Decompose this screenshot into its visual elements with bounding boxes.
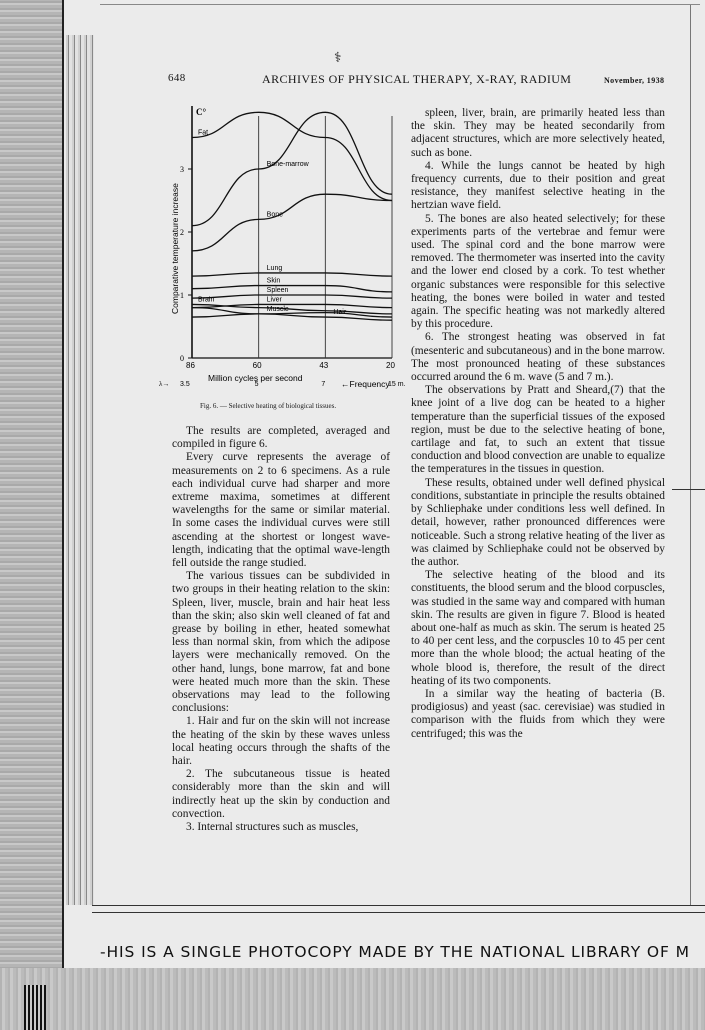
paragraph: The observations by Pratt and Sheard,(7) that the knee joint of a live dog can be heated to a higher temperature than the superficial tissues of the exposed region, must be due to the selective heating of bone, cartilage and fat, to such an extent that tissue conduction and blood convection are unable to equalize the temperatures in the tissues in question. [411, 384, 665, 476]
series-line-skin [192, 286, 392, 292]
wavelength-tick-label: 7 [321, 381, 326, 388]
x-tick-label: 86 [186, 361, 195, 370]
series-label-spleen: Spleen [266, 287, 289, 294]
x-axis-label: Million cycles per second [208, 373, 303, 383]
frequency-label: ←Frequency [341, 379, 390, 389]
y-unit-label: C° [196, 107, 207, 117]
series-label-skin: Skin [266, 277, 281, 285]
paragraph: These results, obtained under well defined physical conditions, substantiate in principle the results obtained by Schliephake under conditions less well defined. In detail, however, rather pronounced differences were noticeable. Such a strong relative heating of the liver as was claimed by Schliephake could not be observed by the author. [411, 476, 665, 568]
page-edge-top [100, 4, 700, 5]
series-label-brain: Brain [198, 296, 215, 304]
wavelength-tick-label: 3.5 [180, 381, 190, 388]
x-tick-label: 60 [252, 361, 262, 370]
series-label-lung: Lung [266, 264, 283, 272]
paragraph: Every curve represents the average of measurements on 2 to 6 specimens. As a rule each individual curve had sharper and more extreme maxima, sometimes at different wavelengths for the same or similar material. In some cases the individual curves were still ascending at the shortest or longest wave-length, indicating that the optimal wave-length fell outside the range studied. [172, 451, 390, 570]
y-tick-label: 1 [180, 291, 184, 300]
y-tick-label: 0 [180, 354, 184, 363]
paragraph: spleen, liver, brain, are primarily heated less than the skin. They may be heated secondarily from adjacent structures, which are more selectively heated, such as bone. [411, 107, 665, 159]
y-tick-label: 2 [180, 228, 184, 237]
x-tick-label: 43 [319, 361, 329, 370]
wavelength-tick-label: 5 [254, 381, 259, 388]
page-edge-right [690, 5, 691, 905]
paragraph: 6. The strongest heating was observed in fat (mesenteric and subcutaneous) and in the bone marrow. The most pronounced heating of these substances occurred around the 6 m. wave (5 and 7 m.). [411, 331, 665, 384]
wavelength-tick-label: 15 m. [388, 381, 406, 388]
photocopy-notice: -HIS IS A SINGLE PHOTOCOPY MADE BY THE NATIONAL LIBRARY OF M [100, 943, 690, 961]
journal-emblem-icon: ⚕ [334, 51, 342, 66]
right-text-column [411, 107, 665, 741]
paragraph: 2. The subcutaneous tissue is heated considerably more than the skin and will indirectly heat up the skin by conduction and convection. [172, 768, 390, 820]
paragraph: The various tissues can be subdivided in two groups in their heating relation to the skin: Spleen, liver, muscle, brain and hair heat less than the skin; also skin well cleaned of fat and grease by boiling in ether, heated somewhat less than normal skin, from which the adipose layers were mechanically removed. On the other hand, lungs, bone marrow, fat and bone were heated much more than the skin. These observations may lead to the following conclusions: [172, 570, 390, 715]
series-label-bone: Bone [266, 211, 284, 219]
paragraph: 1. Hair and fur on the skin will not increase the heating of the skin by these waves unless local heating occurs through the shafts of the hair. [172, 715, 390, 768]
series-label-fat: Fat [198, 129, 209, 137]
scan-margin-left [0, 0, 62, 1030]
figure-chart [156, 96, 408, 392]
page-bottom-rule [92, 905, 705, 913]
paragraph: The selective heating of the blood and its constituents, the blood serum and the blood corpuscles, was studied in the same way and compared with human skin. The results are given in figure 7. Blood is heated about one-half as much as skin. The serum is heated 25 to 40 per cent less, and the corpuscles 10 to 45 per cent more than the whole blood; the actual heating of the whole blood is, therefore, the result of the direct heating of its two components. [411, 569, 666, 687]
series-label-muscle: Muscle [266, 305, 289, 313]
page-number: 648 [168, 72, 186, 84]
series-label-hair: Hair [333, 309, 347, 317]
series-line-spleen [192, 295, 392, 298]
y-axis-label: Comparative temperature increase [170, 183, 180, 314]
paragraph: 4. While the lungs cannot be heated by high frequency currents, due to their position and great resistance, they manifest selective heating in the hertzian wave field. [411, 159, 665, 212]
paragraph: The results are completed, averaged and compiled in figure 6. [172, 425, 390, 451]
left-text-column [172, 425, 390, 834]
journal-title: ARCHIVES OF PHYSICAL THERAPY, X-RAY, RADIUM [262, 72, 572, 86]
paragraph: 3. Internal structures such as muscles, [186, 821, 359, 834]
wavelength-arrow: λ→ [159, 380, 170, 388]
issue-date: November, 1938 [604, 76, 665, 85]
chart-labels-group [180, 130, 406, 389]
x-tick-label: 20 [386, 361, 395, 370]
page-binding [66, 35, 94, 905]
margin-mark [672, 489, 705, 490]
paragraph: In a similar way the heating of bacteria (B. prodigiosus) and yeast (sac. cerevisiae) was studied in comparison with the fluids from which they were centrifuged; this was the [411, 687, 665, 740]
scan-margin-bottom [0, 968, 705, 1030]
chart-series-group [192, 112, 392, 320]
y-tick-label: 3 [180, 165, 184, 174]
series-label-liver: Liver [266, 296, 282, 304]
scan-artifact [24, 985, 46, 1030]
paragraph: 5. The bones are also heated selectively; for these experiments parts of the vertebrae and femur were used. The spinal cord and the bone marrow were removed. The thermometer was inserted into the cavity and the lower end closed by a cork. To test whether organic substances were responsible for this selective heating, the bones were boiled in water and tested again. The specific heating was not markedly altered by this procedure. [411, 212, 665, 331]
series-line-bone-marrow [192, 112, 392, 225]
series-label-bone-marrow: Bone-marrow [266, 161, 309, 168]
figure-caption: Fig. 6. — Selective heating of biological tissues. [200, 402, 337, 410]
series-line-lung [192, 273, 392, 276]
series-line-fat [192, 112, 392, 200]
